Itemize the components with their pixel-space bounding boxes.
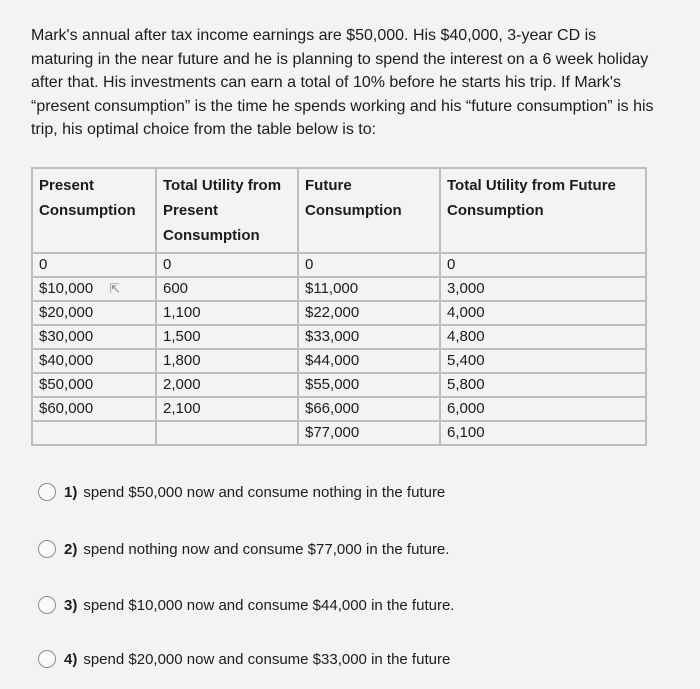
- table-cell: 1,800: [156, 349, 298, 373]
- option-label: spend $20,000 now and consume $33,000 in the future: [83, 650, 451, 668]
- table-row: [32, 277, 646, 301]
- table-cell: 6,000: [440, 397, 646, 421]
- radio-button-icon[interactable]: [38, 483, 56, 501]
- table-cell: 0: [156, 253, 298, 277]
- option-4[interactable]: [38, 647, 558, 671]
- table-row: [32, 349, 646, 373]
- table-cell: 4,800: [440, 325, 646, 349]
- radio-button-icon[interactable]: [38, 650, 56, 668]
- table-row: [32, 301, 646, 325]
- option-number: 3): [64, 596, 78, 614]
- option-number: 1): [64, 483, 78, 501]
- table-cell: 0: [298, 253, 440, 277]
- option-number: 4): [64, 650, 78, 668]
- option-1[interactable]: [38, 480, 558, 504]
- header-present-consumption: Present Consumption: [32, 168, 156, 253]
- table-cell: 1,500: [156, 325, 298, 349]
- table-cell: $50,000: [32, 373, 156, 397]
- table-cell: [32, 277, 156, 301]
- table-cell: 0: [32, 253, 156, 277]
- option-3[interactable]: [38, 593, 558, 617]
- table-row: [32, 421, 646, 445]
- table-cell: $22,000: [298, 301, 440, 325]
- table-header-row: [32, 168, 646, 253]
- option-label: spend nothing now and consume $77,000 in the future.: [83, 540, 450, 558]
- radio-button-icon[interactable]: [38, 596, 56, 614]
- table-row: [32, 373, 646, 397]
- table-row: [32, 325, 646, 349]
- table-cell: $30,000: [32, 325, 156, 349]
- table-cell: 3,000: [440, 277, 646, 301]
- header-future-consumption: Future Consumption: [298, 168, 440, 253]
- table-cell: 600: [156, 277, 298, 301]
- table-cell: 2,100: [156, 397, 298, 421]
- header-utility-present: Total Utility from Present Consumption: [156, 168, 298, 253]
- option-number: 2): [64, 540, 78, 558]
- table-row: [32, 253, 646, 277]
- table-cell: 1,100: [156, 301, 298, 325]
- radio-button-icon[interactable]: [38, 540, 56, 558]
- table-cell-text: $10,000: [39, 280, 94, 297]
- table-cell: $55,000: [298, 373, 440, 397]
- option-2[interactable]: [38, 537, 558, 561]
- table-cell: 2,000: [156, 373, 298, 397]
- table-cell: $11,000: [298, 277, 440, 301]
- table-cell: [32, 421, 156, 445]
- option-label: spend $10,000 now and consume $44,000 in the future.: [83, 596, 455, 614]
- mouse-cursor-icon: ⇱: [109, 281, 121, 296]
- table-cell: 5,400: [440, 349, 646, 373]
- table-cell: $20,000: [32, 301, 156, 325]
- table-row: [32, 397, 646, 421]
- question-text: Mark's annual after tax income earnings are $50,000. His $40,000, 3-year CD is maturing in the near future and he is planning to spend the interest on a 6 week holiday after that. His investments can earn a total of 10% before he starts his trip. If Mark's “present consumption” is the time he spends working and his “future consumption” is his trip, his optimal choice from the table below is to:: [31, 27, 654, 138]
- table-cell: 6,100: [440, 421, 646, 445]
- utility-table: [31, 167, 647, 446]
- table-cell: $60,000: [32, 397, 156, 421]
- header-utility-future: Total Utility from Future Consumption: [440, 168, 646, 253]
- table-cell: $44,000: [298, 349, 440, 373]
- table-cell: $40,000: [32, 349, 156, 373]
- table-cell: 0: [440, 253, 646, 277]
- table-cell: 5,800: [440, 373, 646, 397]
- table-cell: $77,000: [298, 421, 440, 445]
- table-cell: $33,000: [298, 325, 440, 349]
- table-cell: $66,000: [298, 397, 440, 421]
- table-cell: [156, 421, 298, 445]
- table-cell: 4,000: [440, 301, 646, 325]
- option-label: spend $50,000 now and consume nothing in the future: [83, 483, 446, 501]
